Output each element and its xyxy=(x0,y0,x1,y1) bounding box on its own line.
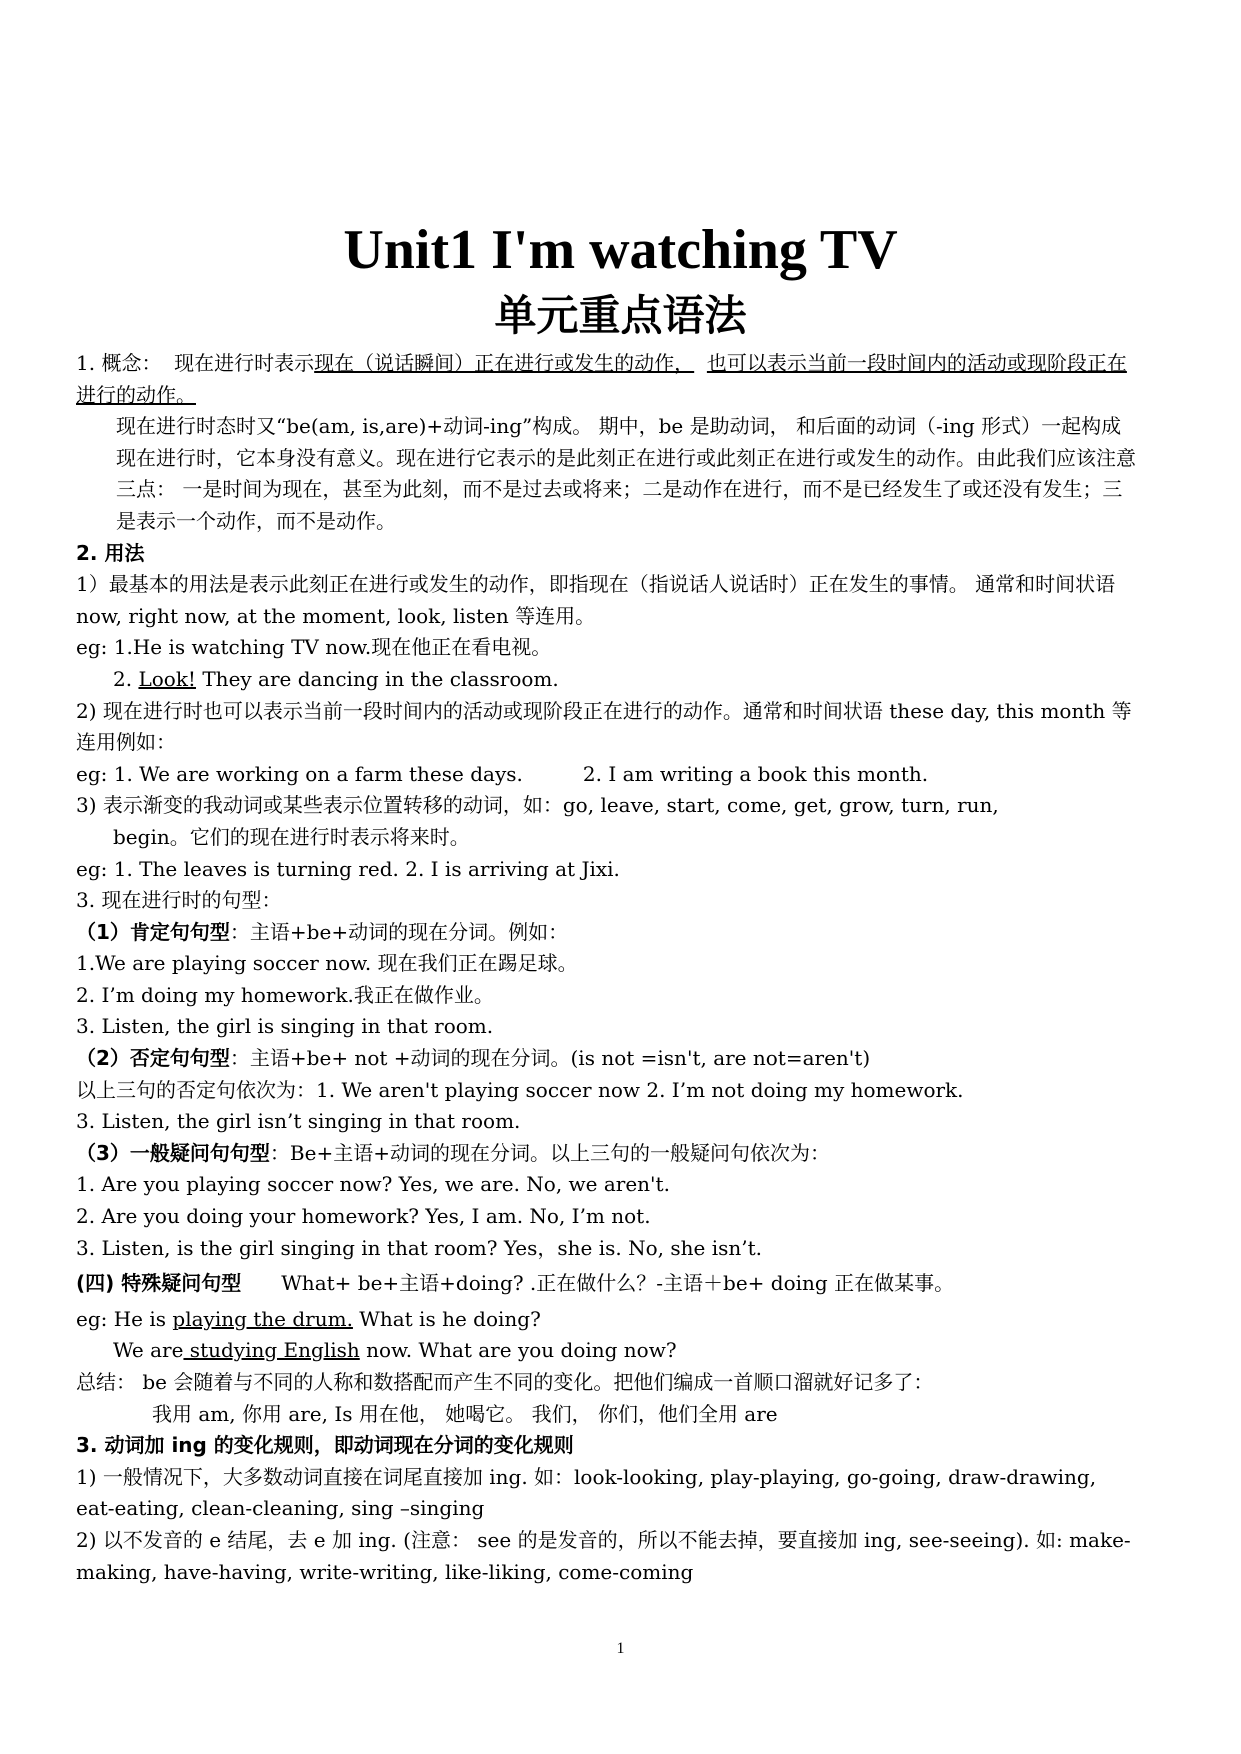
usage-1-example-2: 2. Look! They are dancing in the classroom. xyxy=(113,666,559,691)
negative-example-1: 以上三句的否定句依次为：1. We aren't playing soccer now 2. I’m not doing my homework. xyxy=(76,1077,964,1102)
ing-rules-heading: 3. 动词加 ing 的变化规则，即动词现在分词的变化规则 xyxy=(76,1433,574,1458)
usage-2-examples: eg: 1. We are working on a farm these days. 2. I am writing a book this month. xyxy=(76,761,929,786)
page-number: 1 xyxy=(616,1640,625,1657)
affirmative-example-3: 3. Listen, the girl is singing in that room. xyxy=(76,1014,494,1039)
question-example-3: 3. Listen, is the girl singing in that room? Yes，she is. No, she isn’t. xyxy=(76,1235,762,1260)
wh-question-pattern: (四) 特殊疑问句型 What+ be+主语+doing? .正在做什么？-主语＋be+ doing 正在做某事。 xyxy=(76,1271,955,1296)
summary-line-2: 我用 am, 你用 are, Is 用在他， 她喝它。 我们， 你们，他们全用 are xyxy=(152,1401,778,1426)
ing-rule-2: 2) 以不发音的 e 结尾，去 e 加 ing. (注意： see 的是发音的，所以不能去掉，要直接加 ing, see-seeing). 如: make-making, have-having, write-writing, like-liking, come-coming xyxy=(76,1527,1131,1584)
concept-underline-1: 现在（说话瞬间）正在进行或发生的动作， xyxy=(314,351,695,375)
affirmative-example-2: 2. I’m doing my homework.我正在做作业。 xyxy=(76,982,494,1007)
affirmative-pattern: （1）肯定句句型：主语+be+动词的现在分词。例如： xyxy=(76,919,569,944)
concept-underline-2: 也可以表示当前一段时间内的活动或现阶段正在进行的动作。 xyxy=(76,351,1127,407)
usage-3-example: eg: 1. The leaves is turning red. 2. I is arriving at Jixi. xyxy=(76,856,620,881)
page-subtitle: 单元重点语法 xyxy=(494,291,747,340)
concept-label: 1. 概念： xyxy=(76,351,162,375)
page-title: Unit1 I'm watching TV xyxy=(343,219,898,281)
document-body xyxy=(76,348,1138,1588)
usage-heading: 2. 用法 xyxy=(76,540,145,565)
concept-intro: 现在进行时表示 xyxy=(174,351,315,375)
usage-3-line-2: begin。它们的现在进行时表示将来时。 xyxy=(113,824,470,849)
sentence-patterns-heading: 3. 现在进行时的句型： xyxy=(76,888,282,913)
question-example-2: 2. Are you doing your homework? Yes, I am. No, I’m not. xyxy=(76,1204,651,1229)
usage-2: 2) 现在进行时也可以表示当前一段时间内的活动或现阶段正在进行的动作。通常和时间状语 these day, this month 等连用例如： xyxy=(76,698,1132,755)
wh-question-example-2: We are studying English now. What are you doing now? xyxy=(113,1338,677,1363)
negative-pattern: （2）否定句句型：主语+be+ not +动词的现在分词。(is not =isn't, are not=aren't) xyxy=(76,1046,871,1071)
usage-3-line-1: 3) 表示渐变的我动词或某些表示位置转移的动词，如：go, leave, start, come, get, grow, turn, run, xyxy=(76,793,999,818)
wh-question-example-1: eg: He is playing the drum. What is he doing? xyxy=(76,1306,541,1331)
negative-example-2: 3. Listen, the girl isn’t singing in that room. xyxy=(76,1109,521,1134)
usage-1: 1）最基本的用法是表示此刻正在进行或发生的动作，即指现在（指说话人说话时）正在发生的事情。 通常和时间状语 now, right now, at the moment, look, listen 等连用。 xyxy=(76,572,1116,628)
usage-1-example-1: eg: 1.He is watching TV now.现在他正在看电视。 xyxy=(76,635,552,660)
summary-line-1: 总结： be 会随着与不同的人称和数搭配而产生不同的变化。把他们编成一首顺口溜就好记多了： xyxy=(76,1370,934,1394)
question-example-1: 1. Are you playing soccer now? Yes, we are. No, we aren't. xyxy=(76,1172,670,1197)
concept-paragraph xyxy=(76,348,1138,411)
affirmative-example-1: 1.We are playing soccer now. 现在我们正在踢足球。 xyxy=(76,951,578,976)
question-pattern: （3）一般疑问句句型：Be+主语+动词的现在分词。以上三句的一般疑问句依次为： xyxy=(76,1140,830,1165)
ing-rule-1: 1) 一般情况下，大多数动词直接在词尾直接加 ing. 如：look-looking, play-playing, go-going, draw-drawing, eat-eating, clean-cleaning, sing –singing xyxy=(76,1464,1097,1521)
concept-explanation: 现在进行时态时又“be(am, is,are)+动词-ing”构成。 期中，be 是助动词， 和后面的动词（-ing 形式）一起构成现在进行时，它本身没有意义。现在进行它表示的是此刻正在进行或此刻正在进行或发生的动作。由此我们应该注意三点： 一是时间为现在，甚至为此刻，而不是过去或将来；二是动作在进行，而不是已经发生了或还没有发生；三是表示一个动作，而不是动作。 xyxy=(116,414,1136,533)
